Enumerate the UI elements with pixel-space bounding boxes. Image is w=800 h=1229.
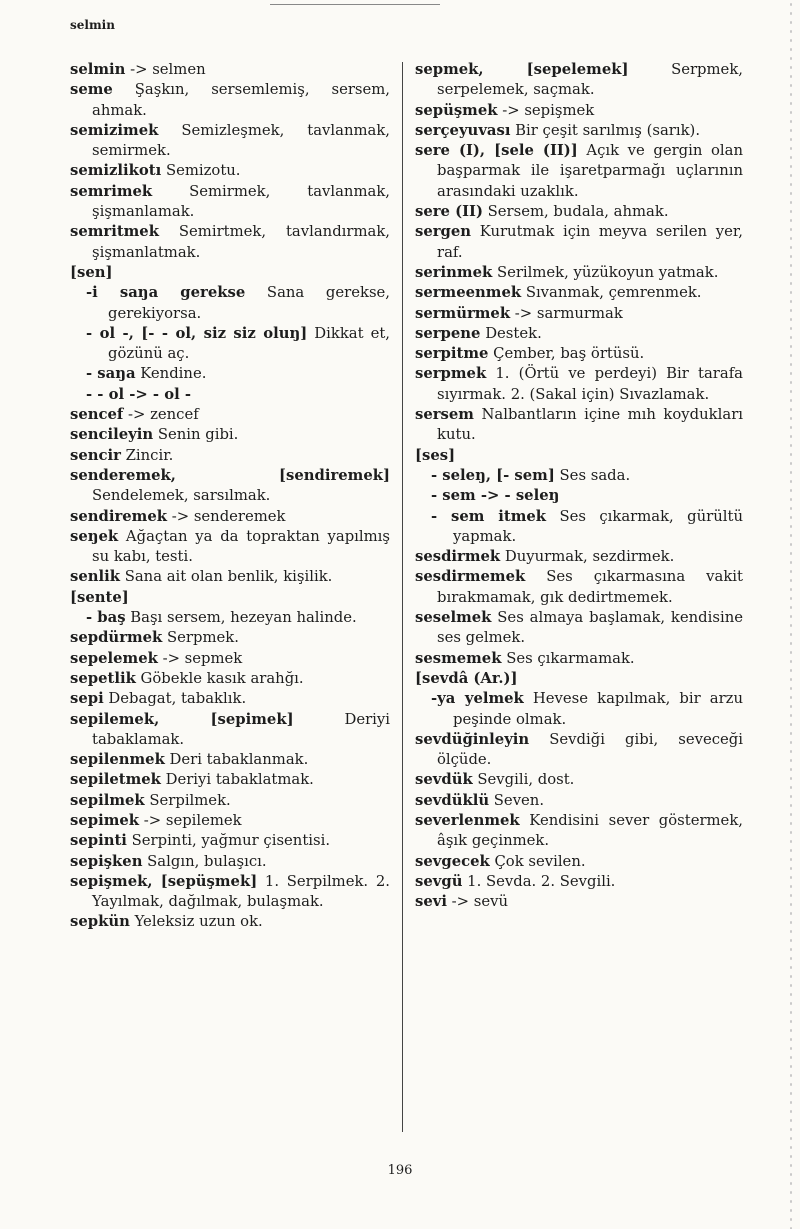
entry-headword: serpene (415, 324, 481, 342)
entry-definition: Salgın, bulaşıcı. (142, 852, 267, 870)
entry-definition: Debagat, tabaklık. (103, 690, 247, 708)
dictionary-entry (70, 425, 390, 445)
dictionary-entry (70, 791, 390, 811)
entry-definition: Deriyi tabaklamak. (92, 710, 390, 748)
dictionary-entry (415, 446, 743, 466)
entry-definition: Ses çıkarmak, gürültü yapmak. (453, 507, 743, 545)
top-rule (270, 4, 440, 5)
entry-definition: Sevdiği gibi, seveceği ölçüde. (437, 730, 743, 769)
entry-definition: Zincir. (120, 446, 174, 464)
entry-headword: serpitme (415, 345, 489, 363)
dictionary-entry (415, 263, 743, 283)
dictionary-entry (70, 385, 390, 405)
entry-definition: Nalbantların içine mıh koydukları kutu. (437, 406, 743, 444)
entry-headword: semizimek (70, 121, 159, 139)
page-edge-texture (788, 0, 794, 1229)
dictionary-entry (415, 60, 743, 101)
dictionary-entry (70, 567, 390, 587)
entry-definition: -> sepilemek (139, 811, 242, 829)
entry-definition: Duyurmak, sezdirmek. (500, 548, 675, 566)
entry-headword: sevdüklü (415, 791, 490, 809)
entry-headword: semritmek (70, 223, 159, 241)
entry-headword: serpmek (415, 365, 487, 383)
dictionary-entry (70, 507, 390, 527)
entry-definition: Yeleksiz uzun ok. (129, 913, 263, 931)
dictionary-entry (70, 669, 390, 689)
dictionary-entry (415, 202, 743, 222)
entry-headword: - sem itmek (431, 507, 547, 525)
dictionary-entry (415, 770, 743, 790)
dictionary-entry (415, 283, 743, 303)
entry-definition: Deri tabaklanmak. (164, 751, 309, 769)
entry-headword: sevgecek (415, 852, 490, 870)
entry-definition: -> sevü (446, 893, 509, 911)
dictionary-entry (70, 182, 390, 223)
dictionary-entry (415, 892, 743, 912)
entry-definition: Serpmek. (162, 629, 239, 647)
entry-headword: sergen (415, 223, 472, 241)
dictionary-entry (415, 872, 743, 892)
dictionary-entry (415, 547, 743, 567)
entry-definition: Semizotu. (161, 162, 241, 180)
entry-definition: Açık ve gergin olan başparmak ile işaretparmağı uçlarının arasındaki uzaklık. (437, 142, 743, 200)
entry-headword: sepmek, [sepelemek] (415, 61, 629, 78)
entry-headword: sesmemek (415, 649, 502, 667)
dictionary-entry (70, 324, 390, 365)
column-divider (402, 62, 403, 1132)
dictionary-entry (415, 466, 743, 486)
dictionary-entry (415, 141, 743, 202)
entry-definition: Ses çıkarmamak. (501, 649, 635, 667)
entry-headword: sere (I), [sele (II)] (415, 142, 578, 160)
entry-definition: -> senderemek (167, 507, 286, 525)
dictionary-entry (415, 344, 743, 364)
entry-headword: sesdirmek (415, 548, 501, 566)
dictionary-entry (415, 101, 743, 121)
dictionary-entry (415, 852, 743, 872)
entry-headword: [ses] (415, 446, 456, 464)
entry-definition: Semizleşmek, tavlanmak, semirmek. (92, 121, 390, 160)
right-column (415, 60, 743, 912)
entry-headword: sepkün (70, 913, 130, 931)
entry-definition: Göbekle kasık arahğı. (135, 669, 304, 687)
entry-definition: Hevese kapılmak, bir arzu peşinde olmak. (453, 690, 743, 728)
dictionary-entry (70, 831, 390, 851)
entry-headword: sencir (70, 446, 121, 464)
entry-headword: - seleŋ, [- sem] (431, 466, 555, 484)
dictionary-entry (70, 364, 390, 384)
dictionary-entry (415, 567, 743, 608)
dictionary-entry (415, 811, 743, 852)
entry-definition: Dikkat et, gözünü aç. (108, 324, 390, 363)
entry-definition: Başı sersem, hezeyan halinde. (125, 609, 357, 627)
entry-headword: serinmek (415, 263, 493, 281)
dictionary-entry (70, 750, 390, 770)
entry-definition: 1. Sevda. 2. Sevgili. (462, 872, 616, 890)
dictionary-entry (415, 405, 743, 446)
dictionary-entry (415, 689, 743, 730)
dictionary-entry (415, 730, 743, 771)
dictionary-entry (415, 486, 743, 506)
entry-definition: Ağaçtan ya da topraktan yapılmış su kabı, testi. (92, 527, 390, 566)
entry-headword: sevgü (415, 872, 463, 890)
dictionary-entry (70, 263, 390, 283)
entry-definition: Destek. (480, 324, 542, 342)
entry-definition: Sevgili, dost. (472, 771, 575, 789)
entry-headword: sermeenmek (415, 284, 522, 302)
entry-headword: - - ol -> - ol - (86, 385, 191, 403)
entry-definition: 1. (Örtü ve perdeyi) Bir tarafa sıyırmak. 2. (Sakal için) Sıvazlamak. (437, 365, 743, 403)
entry-headword: sepdürmek (70, 629, 163, 647)
entry-definition: Sendelemek, sarsılmak. (92, 487, 271, 505)
left-column (70, 60, 390, 933)
entry-headword: semrimek (70, 182, 153, 200)
dictionary-entry (70, 222, 390, 263)
entry-headword: sendiremek (70, 507, 168, 525)
entry-headword: sepinti (70, 832, 127, 850)
entry-headword: serçeyuvası (415, 121, 511, 139)
dictionary-entry (70, 649, 390, 669)
entry-headword: sevi (415, 893, 447, 911)
entry-headword: sepilemek, [sepimek] (70, 710, 294, 728)
entry-headword: sepimek (70, 811, 140, 829)
dictionary-entry (415, 608, 743, 649)
dictionary-entry (415, 222, 743, 263)
entry-headword: sermürmek (415, 304, 511, 322)
dictionary-entry (70, 710, 390, 751)
entry-headword: sersem (415, 406, 474, 424)
entry-headword: - ol -, [- - ol, siz siz oluŋ] (86, 324, 308, 342)
entry-definition: Senin gibi. (153, 426, 239, 444)
entry-definition: Deriyi tabaklatmak. (160, 771, 314, 789)
entry-headword: - sem -> - seleŋ (431, 487, 560, 505)
entry-definition: -> sarmurmak (510, 304, 623, 322)
dictionary-entry (415, 669, 743, 689)
entry-headword: sepelemek (70, 649, 158, 667)
entry-headword: severlenmek (415, 811, 520, 829)
entry-definition: Çember, baş örtüsü. (488, 345, 645, 363)
dictionary-entry (70, 527, 390, 568)
dictionary-entry (70, 161, 390, 181)
entry-headword: sepiletmek (70, 771, 161, 789)
dictionary-entry (70, 283, 390, 324)
dictionary-entry (415, 121, 743, 141)
entry-headword: sevdüğinleyin (415, 730, 530, 748)
dictionary-entry (415, 507, 743, 548)
entry-headword: selmin (70, 61, 126, 78)
entry-definition: Kendine. (135, 365, 207, 383)
dictionary-entry (70, 912, 390, 932)
page-number: 196 (387, 1163, 413, 1178)
dictionary-entry (415, 649, 743, 669)
entry-definition: Serpinti, yağmur çisentisi. (126, 832, 331, 850)
dictionary-entry (70, 628, 390, 648)
dictionary-entry (70, 80, 390, 121)
entry-headword: senderemek, [sendiremek] (70, 466, 390, 484)
entry-definition: Semirtmek, tavlandırmak, şişmanlatmak. (92, 223, 390, 261)
entry-headword: sencef (70, 406, 124, 424)
entry-headword: sepilmek (70, 791, 145, 809)
entry-definition: Semirmek, tavlanmak, şişmanlamak. (92, 182, 390, 221)
entry-definition: Ses çıkarmasına vakit bırakmamak, gık dedirtmemek. (437, 568, 743, 606)
dictionary-entry (70, 405, 390, 425)
dictionary-entry (70, 770, 390, 790)
entry-definition: -> sepişmek (497, 101, 595, 119)
dictionary-entry (70, 466, 390, 507)
entry-headword: sepüşmek (415, 101, 498, 119)
entry-definition: Serpmek, serpelemek, saçmak. (437, 61, 743, 99)
entry-definition: 1. Serpilmek. 2. Yayılmak, dağılmak, bulaşmak. (92, 872, 390, 911)
entry-headword: sere (II) (415, 203, 483, 221)
entry-headword: sepi (70, 690, 104, 708)
entry-headword: sepişken (70, 852, 143, 870)
dictionary-entry (70, 588, 390, 608)
dictionary-entry (70, 872, 390, 913)
dictionary-entry (415, 364, 743, 405)
entry-headword: [sen] (70, 263, 113, 281)
entry-definition: Sana ait olan benlik, kişilik. (120, 568, 333, 586)
dictionary-entry (70, 852, 390, 872)
entry-headword: senlik (70, 568, 120, 586)
entry-headword: seŋek (70, 527, 119, 545)
dictionary-entry (70, 608, 390, 628)
entry-headword: [sevdâ (Ar.)] (415, 669, 518, 687)
entry-headword: - baş (86, 609, 126, 627)
entry-headword: semizlikotı (70, 162, 162, 180)
entry-definition: Kurutmak için meyva serilen yer, raf. (437, 223, 743, 261)
entry-headword: sesdirmemek (415, 568, 526, 586)
dictionary-entry (415, 324, 743, 344)
entry-headword: -i saŋa gerekse (86, 284, 246, 302)
entry-definition: Ses almaya başlamak, kendisine ses gelmek. (437, 609, 743, 647)
entry-headword: seselmek (415, 609, 492, 627)
dictionary-entry (415, 791, 743, 811)
entry-headword: - saŋa (86, 365, 136, 383)
entry-definition: Serpilmek. (144, 791, 231, 809)
dictionary-entry (70, 446, 390, 466)
entry-headword: -ya yelmek (431, 690, 524, 708)
entry-definition: -> sepmek (157, 649, 243, 667)
entry-definition: Ses sada. (554, 466, 631, 484)
entry-headword: sepişmek, [sepüşmek] (70, 872, 258, 890)
entry-headword: [sente] (70, 588, 129, 606)
entry-definition: Kendisini sever göstermek, âşık geçinmek. (437, 811, 743, 850)
entry-definition: Seven. (489, 791, 545, 809)
entry-definition: Serilmek, yüzükoyun yatmak. (492, 263, 719, 281)
entry-definition: Çok sevilen. (489, 852, 586, 870)
dictionary-entry (415, 304, 743, 324)
dictionary-entry (70, 121, 390, 162)
entry-definition: Sersem, budala, ahmak. (482, 203, 669, 221)
entry-definition: Sana gerekse, gerekiyorsa. (108, 284, 390, 322)
entry-headword: sevdük (415, 771, 473, 789)
entry-definition: Bir çeşit sarılmış (sarık). (510, 121, 701, 139)
dictionary-entry (70, 811, 390, 831)
entry-definition: -> selmen (125, 61, 206, 78)
entry-headword: sencileyin (70, 426, 154, 444)
entry-definition: Sıvanmak, çemrenmek. (521, 284, 702, 302)
running-head: selmin (70, 18, 115, 32)
dictionary-entry (70, 60, 390, 80)
entry-definition: -> zencef (123, 406, 199, 424)
entry-headword: seme (70, 81, 113, 99)
entry-headword: sepilenmek (70, 751, 165, 769)
entry-definition: Şaşkın, sersemlemiş, sersem, ahmak. (92, 81, 390, 119)
dictionary-entry (70, 689, 390, 709)
entry-headword: sepetlik (70, 669, 136, 687)
